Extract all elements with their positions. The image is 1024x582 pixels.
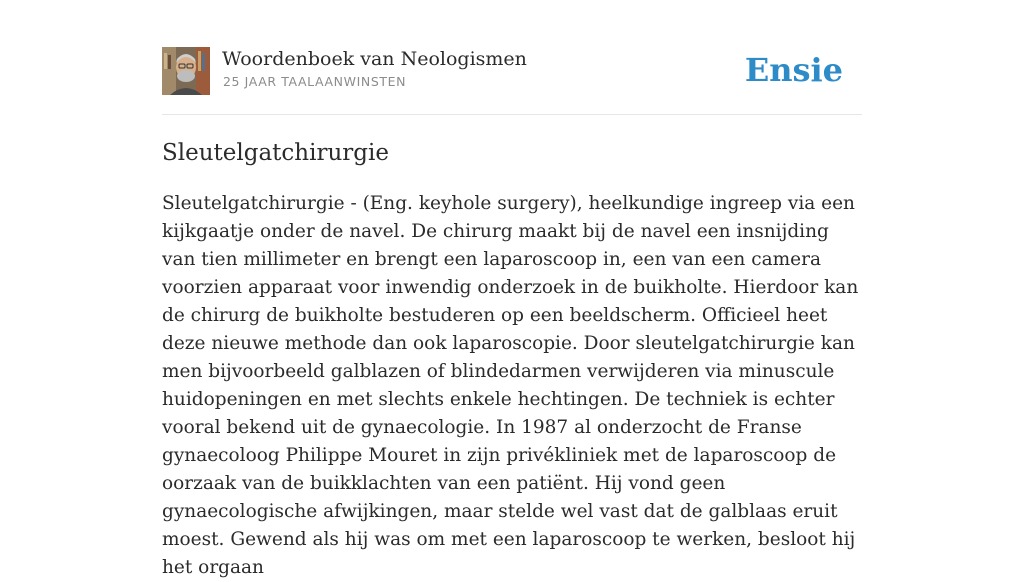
ensie-logo-link[interactable]: Ensie [744,51,843,89]
site-subtitle: 25 JAAR TAALAANWINSTEN [223,74,407,89]
entry-body: Sleutelgatchirurgie - (Eng. keyhole surgery), heelkundige ingreep via een kijkgaatje onder de navel. De chirurg maakt bij de navel een insnijding van tien millimeter en brengt een laparoscoop in, een van een camera voorzien apparaat voor inwendig onderzoek in de buikholte. Hierdoor kan de chirurg de buikholte bestuderen op een beeldscherm. Officieel heet deze nieuwe methode dan ook laparoscopie. Door sleutelgatchirurgie kan men bijvoorbeeld galblazen of blindedarmen verwijderen via minuscule huidopeningen en met slechts enkele hechtingen. De techniek is echter vooral bekend uit de gynaecologie. In 1987 al onderzocht de Franse gynaecoloog Philippe Mouret in zijn privékliniek met de laparoscoop de oorzaak van de buikklachten van een patiënt. Hij vond geen gynaecologische afwijkingen, maar stelde wel vast dat de galblaas eruit moest. Gewend als hij was om met een laparoscoop te werken, besloot hij het orgaan [162,193,859,578]
site-header [162,46,862,115]
site-title[interactable]: Woordenboek van Neologismen [222,48,527,70]
author-portrait-icon [162,47,210,95]
entry-title: Sleutelgatchirurgie [162,140,389,166]
author-avatar[interactable] [162,47,210,95]
